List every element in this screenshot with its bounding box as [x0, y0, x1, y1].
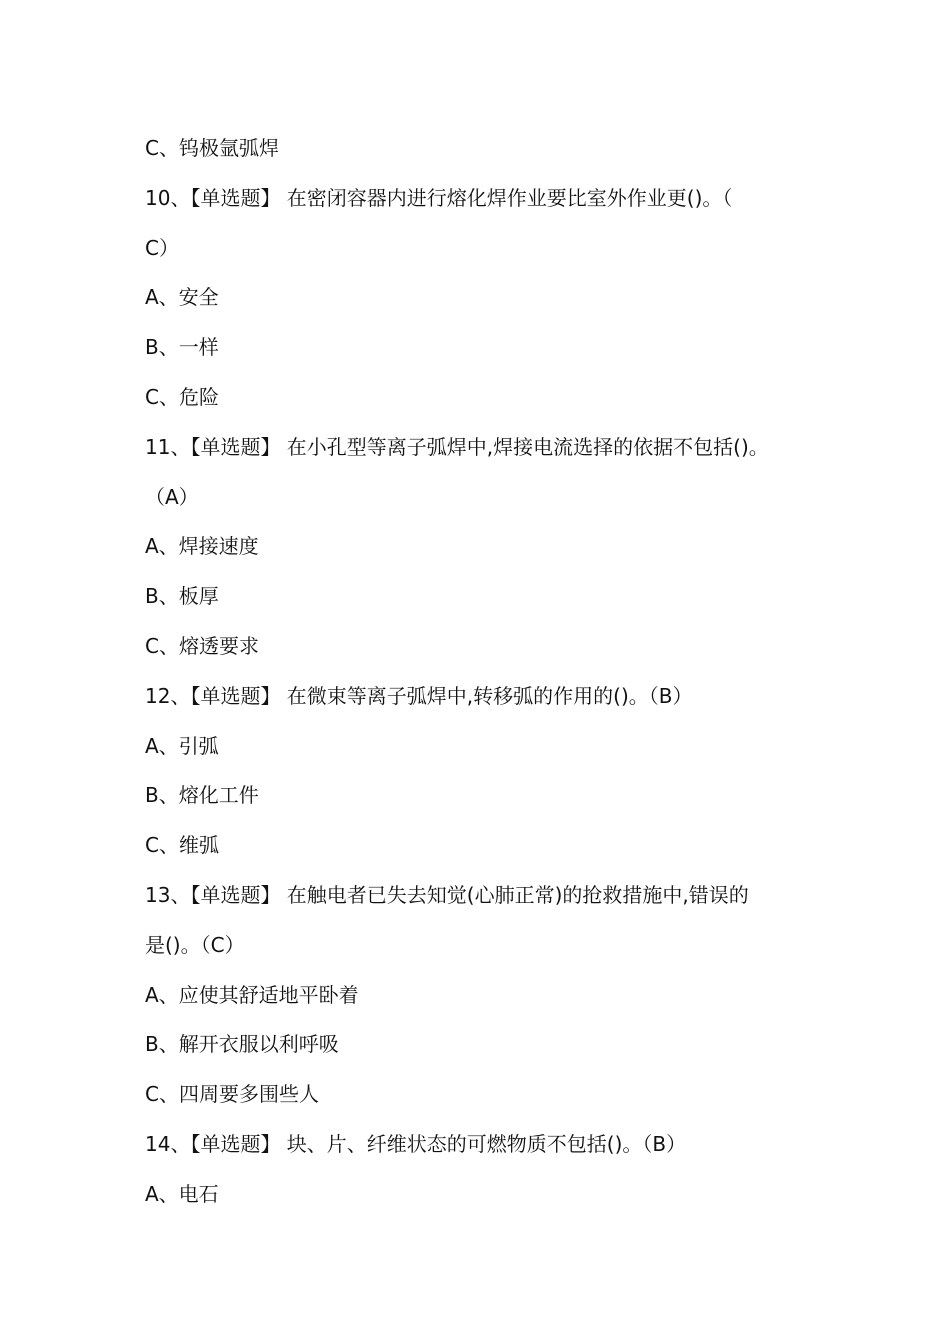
option-line: A、电石 [145, 1181, 219, 1206]
option-line: C、维弧 [145, 833, 219, 858]
question-line: 14、【单选题】 块、片、纤维状态的可燃物质不包括()。（B） [145, 1131, 687, 1156]
question-line: 12、【单选题】 在微束等离子弧焊中,转移弧的作用的()。（B） [145, 683, 693, 708]
option-line: C、熔透要求 [145, 633, 259, 658]
option-line: C、危险 [145, 384, 219, 409]
option-line: B、一样 [145, 335, 219, 360]
option-line: B、熔化工件 [145, 783, 259, 808]
option-line: C、钨极氩弧焊 [145, 136, 279, 160]
question-line: 11、【单选题】 在小孔型等离子弧焊中,焊接电流选择的依据不包括()。 [145, 434, 769, 459]
option-line: A、应使其舒适地平卧着 [145, 982, 359, 1007]
option-line: A、安全 [145, 285, 219, 310]
question-list [145, 124, 845, 1220]
option-line: B、板厚 [145, 584, 219, 609]
answer-line: （A） [145, 484, 199, 509]
question-line: 10、【单选题】 在密闭容器内进行熔化焊作业要比室外作业更()。（ [145, 185, 733, 210]
answer-line: 是()。（C） [145, 932, 245, 957]
option-line: B、解开衣服以利呼吸 [145, 1032, 339, 1057]
option-line: C、四周要多围些人 [145, 1082, 319, 1107]
answer-line: C） [145, 235, 179, 260]
question-line: 13、【单选题】 在触电者已失去知觉(心肺正常)的抢救措施中,错误的 [145, 882, 749, 907]
option-line: A、焊接速度 [145, 534, 259, 559]
option-line: A、引弧 [145, 733, 219, 758]
